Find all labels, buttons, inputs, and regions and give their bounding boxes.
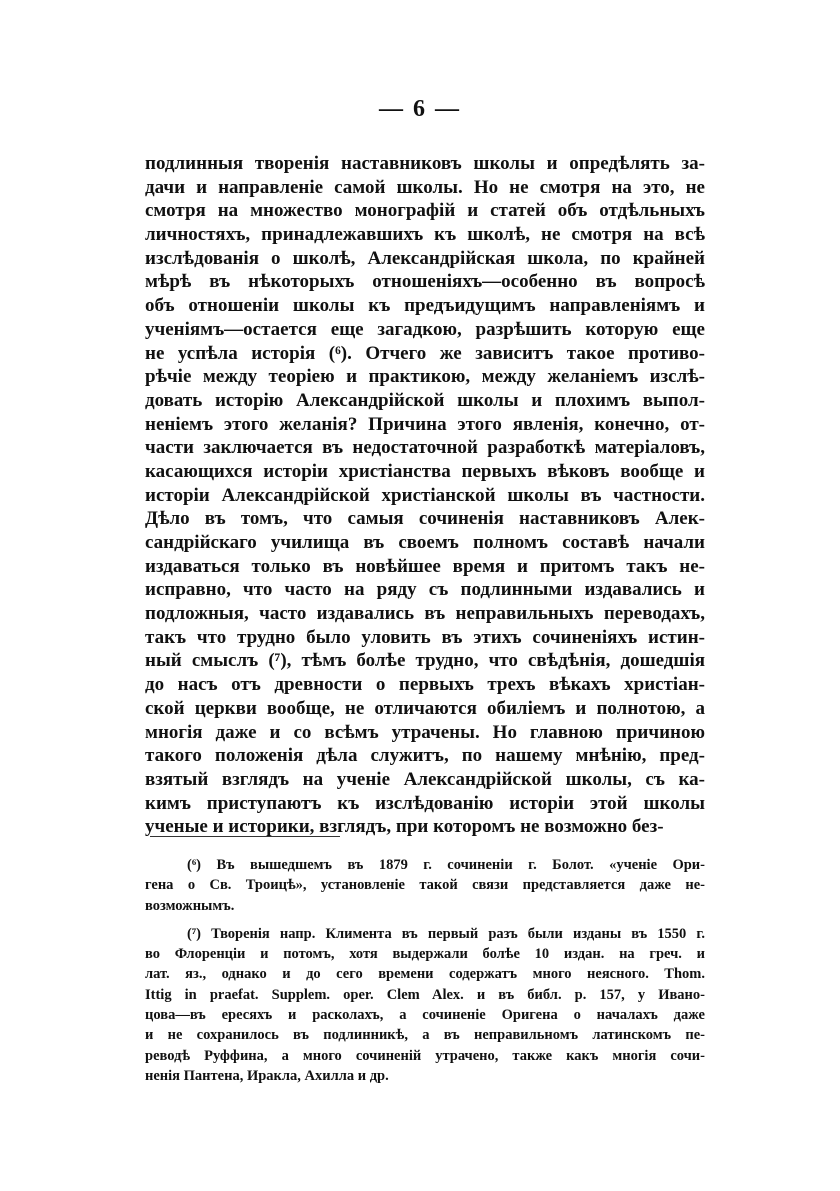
- footnote-line: (⁶) Въ вышедшемъ въ 1879 г. сочиненіи г. Болот. «ученіе Ори-: [187, 857, 705, 873]
- text-line: объ отношеніи школы къ предъидущимъ направленіямъ и: [145, 295, 705, 317]
- text-line: касающихся исторіи христіанства первыхъ вѣковъ вообще и: [145, 460, 705, 482]
- text-line: сандрійскаго училища въ своемъ полномъ составѣ начали: [145, 532, 705, 553]
- footnote-line: во Флоренціи и потомъ, хотя выдержали болѣе 10 издан. на греч. и: [145, 946, 705, 963]
- text-line: ученые и историки, взглядъ, при которомъ не возможно без-: [145, 816, 664, 838]
- footnote-line: и не сохранилось въ подлинникѣ, а въ неправильномъ латинскомъ пе-: [145, 1027, 705, 1044]
- text-line: рѣчіе между теоріею и практикою, между желаніемъ изслѣ-: [145, 366, 705, 388]
- footnote-gap: [145, 916, 705, 924]
- footnote-line: возможнымъ.: [145, 897, 235, 914]
- text-line: изслѣдованія о школѣ, Александрійская школа, по крайней: [145, 247, 705, 269]
- text-line: ный смыслъ (⁷), тѣмъ болѣе трудно, что свѣдѣнія, дошедшія: [145, 650, 705, 672]
- text-line: довать исторію Александрійской школы и плохимъ выпол-: [145, 389, 705, 411]
- footnote-line: ненія Пантена, Иракла, Ахилла и др.: [145, 1067, 389, 1084]
- footnote-line: (⁷) Творенія напр. Климента въ первый разъ были изданы въ 1550 г.: [187, 925, 705, 942]
- text-line: части заключается въ недостаточной разработкѣ матеріаловъ,: [145, 437, 705, 459]
- text-line: смотря на множество монографій и статей объ отдѣльныхъ: [145, 200, 705, 222]
- text-line: подлинныя творенія наставниковъ школы и опредѣлять за-: [145, 153, 705, 174]
- text-line: кимъ приступаютъ къ изслѣдованію исторіи этой школы: [145, 792, 705, 814]
- text-line: взятый взглядъ на ученіе Александрійской школы, съ ка-: [145, 768, 705, 790]
- footnote: [145, 924, 705, 1086]
- text-line: ской церкви вообще, не отличаются обиліемъ и полнотою, а: [145, 697, 705, 719]
- footnote-line: цова—въ ересяхъ и расколахъ, а сочиненіе Оригена о началахъ даже: [145, 1007, 705, 1024]
- text-line: мѣрѣ въ нѣкоторыхъ отношеніяхъ—особенно въ вопросѣ: [145, 271, 705, 293]
- footnotes-section: [145, 855, 705, 1086]
- footnote-line: Ittig in praefat. Supplem. oper. Clem Alex. и въ библ. р. 157, у Ивано-: [145, 986, 705, 1003]
- text-line: ученіямъ—остается еще загадкою, разрѣшить которую еще: [145, 318, 705, 340]
- footnote-divider: [150, 836, 340, 837]
- text-line: неніемъ этого желанія? Причина этого явленія, конечно, от-: [145, 413, 705, 435]
- footnote-line: лат. яз., однако и до сего времени содержатъ много неясного. Thom.: [145, 966, 705, 983]
- footnote: [145, 855, 705, 916]
- text-line: дачи и направленіе самой школы. Но не смотря на это, не: [145, 176, 705, 198]
- text-line: такъ что трудно было уловить въ этихъ сочиненіяхъ истин-: [145, 626, 705, 648]
- text-line: не успѣла исторія (⁶). Отчего же зависитъ такое противо-: [145, 342, 705, 364]
- text-line: издаваться только въ новѣйшее время и притомъ такъ не-: [145, 555, 705, 577]
- footnote-line: реводѣ Руффина, а много сочиненій утрачено, также какъ многія сочи-: [145, 1047, 705, 1064]
- page-number: — 6 —: [379, 96, 461, 122]
- text-line: подложныя, часто издавались въ неправильныхъ переводахъ,: [145, 603, 705, 625]
- text-line: личностяхъ, принадлежавшихъ къ школѣ, не смотря на всѣ: [145, 224, 705, 246]
- text-line: исторіи Александрійской христіанской школы въ частности.: [145, 484, 705, 506]
- text-line: такого положенія дѣла служитъ, по нашему мнѣнію, пред-: [145, 745, 705, 767]
- text-line: до насъ отъ древности о первыхъ трехъ вѣкахъ христіан-: [145, 674, 705, 696]
- text-line: многія даже и со всѣмъ утрачены. Но главною причиною: [145, 721, 705, 743]
- footnote-line: гена о Св. Троицѣ», установленіе такой связи представляется даже не-: [145, 877, 705, 894]
- text-line: Дѣло въ томъ, что самыя сочиненія наставниковъ Алек-: [145, 508, 705, 530]
- text-line: исправно, что часто на ряду съ подлинными издавались и: [145, 579, 705, 601]
- main-text-body: [145, 152, 705, 839]
